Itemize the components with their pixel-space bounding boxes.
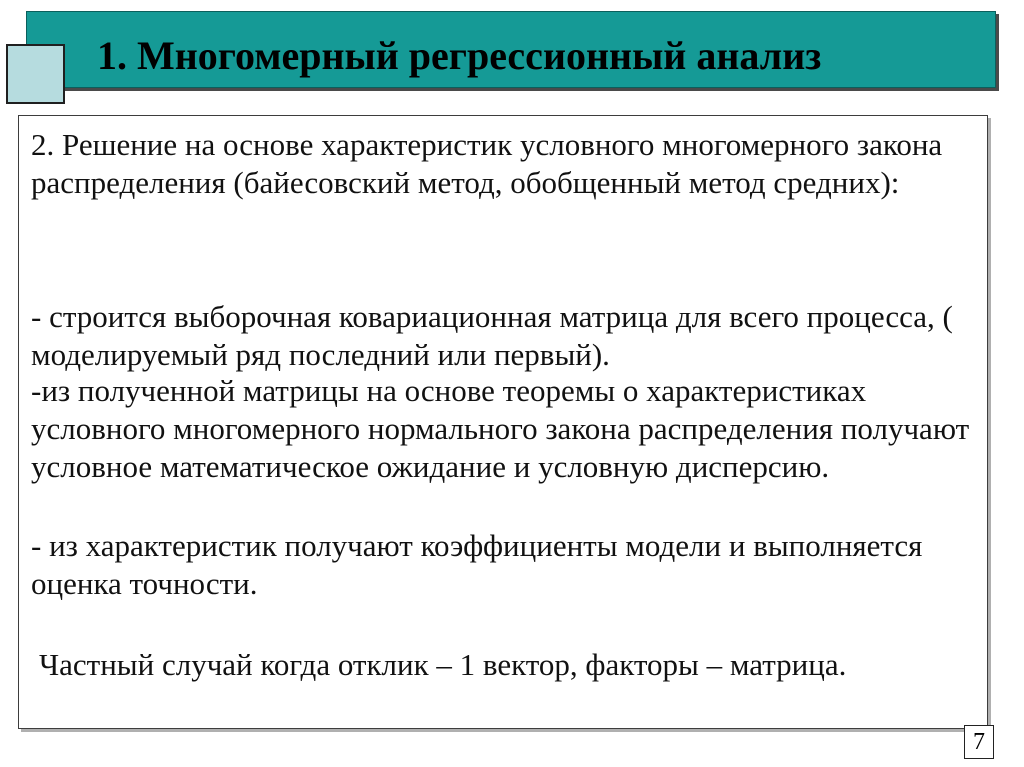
paragraph-model-coefficients: - из характеристик получают коэффициенты модели и выполняется оценка точности. [31,528,923,601]
page-number: 7 [964,725,994,759]
slide-title: 1. Многомерный регрессионный анализ [97,33,822,78]
paragraph-special-case [31,646,976,684]
paragraph-covariance-matrix: - строится выборочная ковариационная матрица для всего процесса, ( моделируемый ряд последний или первый). [31,299,953,372]
decorative-corner-square [6,44,65,104]
paragraph-solution-intro: 2. Решение на основе характеристик условного многомерного закона распределения (байесовский метод, обобщенный метод средних): [31,127,943,200]
title-bar [26,11,996,88]
content-frame [18,115,988,729]
paragraph-conditional-characteristics: -из полученной матрицы на основе теоремы о характеристиках условного многомерного нормального закона распределения получают условное математическое ожидание и условную дисперсию. [31,373,970,484]
special-case-text: Частный случай когда отклик – 1 вектор, факторы – матрица. [39,647,847,682]
